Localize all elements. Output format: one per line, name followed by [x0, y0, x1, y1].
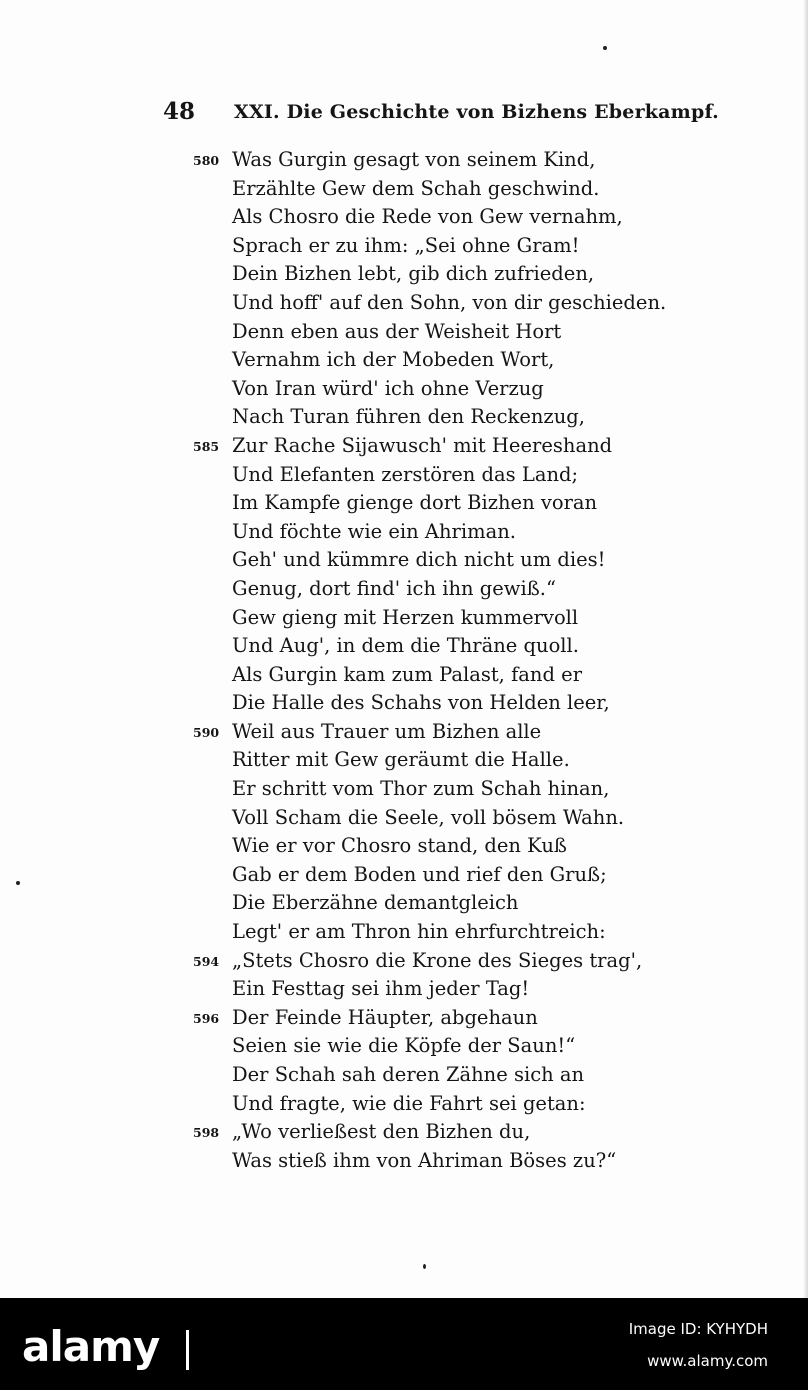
- verse-line: [0, 346, 808, 375]
- verse-text: Und Aug', in dem die Thräne quoll.: [232, 634, 579, 658]
- verse-line: [0, 575, 808, 604]
- line-number: 585: [193, 438, 220, 454]
- verse-line: [0, 1061, 808, 1090]
- verse-line: [0, 661, 808, 690]
- verse-line: [0, 632, 808, 661]
- verse-text: Legt' er am Thron hin ehrfurchtreich:: [232, 920, 606, 944]
- verse-line: [0, 1118, 808, 1147]
- verse-line: [0, 947, 808, 976]
- verse-line: [0, 1090, 808, 1119]
- verse-text: Er schritt vom Thor zum Schah hinan,: [232, 777, 610, 801]
- verse-text: Zur Rache Sijawusch' mit Heereshand: [232, 433, 613, 457]
- verse-line: [0, 403, 808, 432]
- verse-line: [0, 889, 808, 918]
- verse-line: [0, 375, 808, 404]
- verse-text: Geh' und kümmre dich nicht um dies!: [232, 548, 606, 572]
- verse-text: Gab er dem Boden und rief den Gruß;: [232, 862, 607, 886]
- verse-line: [0, 489, 808, 518]
- verse-line: [0, 832, 808, 861]
- verse-text: Vernahm ich der Mobeden Wort,: [232, 348, 555, 372]
- image-id: Image ID: KYHYDH: [628, 1320, 768, 1338]
- verse-text: Erzählte Gew dem Schah geschwind.: [232, 176, 600, 200]
- verse-text: Und fragte, wie die Fahrt sei getan:: [232, 1091, 586, 1115]
- verse-text: „Wo verließest den Bizhen du,: [232, 1120, 531, 1144]
- verse-line: [0, 203, 808, 232]
- watermark-footer: [0, 1298, 808, 1390]
- verse-text: Nach Turan führen den Reckenzug,: [232, 405, 585, 429]
- verse-text: Weil aus Trauer um Bizhen alle: [232, 719, 542, 743]
- verse-line: [0, 175, 808, 204]
- alamy-logo: alamy: [22, 1322, 160, 1371]
- verse-line: [0, 804, 808, 833]
- line-number: 598: [193, 1125, 220, 1141]
- verse-block: [0, 146, 808, 1175]
- verse-text: „Stets Chosro die Krone des Sieges trag',: [232, 948, 643, 972]
- verse-text: Wie er vor Chosro stand, den Kuß: [232, 834, 567, 858]
- verse-text: Der Feinde Häupter, abgehaun: [232, 1005, 538, 1029]
- verse-text: Was stieß ihm von Ahriman Böses zu?“: [232, 1148, 617, 1172]
- verse-line: [0, 861, 808, 890]
- verse-text: Gew gieng mit Herzen kummervoll: [232, 605, 579, 629]
- verse-text: Von Iran würd' ich ohne Verzug: [232, 376, 544, 400]
- verse-text: Und Elefanten zerstören das Land;: [232, 462, 579, 486]
- verse-text: Genug, dort find' ich ihn gewiß.“: [232, 576, 556, 600]
- verse-line: [0, 975, 808, 1004]
- verse-text: Als Chosro die Rede von Gew vernahm,: [232, 205, 623, 229]
- running-title: XXI. Die Geschichte von Bizhens Eberkampf.: [234, 101, 719, 123]
- verse-line: [0, 918, 808, 947]
- verse-text: Die Halle des Schahs von Helden leer,: [232, 691, 610, 715]
- speck-bottom: [423, 1264, 426, 1269]
- verse-text: Seien sie wie die Köpfe der Saun!“: [232, 1034, 576, 1058]
- verse-line: [0, 1147, 808, 1176]
- page-number: 48: [163, 98, 196, 125]
- verse-line: [0, 775, 808, 804]
- verse-text: Im Kampfe gienge dort Bizhen voran: [232, 491, 598, 515]
- verse-text: Die Eberzähne demantgleich: [232, 891, 519, 915]
- verse-line: [0, 260, 808, 289]
- verse-text: Sprach er zu ihm: „Sei ohne Gram!: [232, 233, 580, 257]
- line-number: 594: [193, 953, 220, 969]
- verse-line: [0, 289, 808, 318]
- verse-text: Und hoff' auf den Sohn, von dir geschieden.: [232, 290, 667, 314]
- site-url: www.alamy.com: [647, 1352, 768, 1370]
- verse-text: Voll Scham die Seele, voll bösem Wahn.: [232, 805, 625, 829]
- verse-line: [0, 461, 808, 490]
- verse-line: [0, 546, 808, 575]
- verse-text: Denn eben aus der Weisheit Hort: [232, 319, 562, 343]
- verse-text: Ein Festtag sei ihm jeder Tag!: [232, 977, 530, 1001]
- verse-line: [0, 518, 808, 547]
- page-header: [0, 98, 808, 132]
- speck-top: [603, 46, 607, 50]
- verse-text: Der Schah sah deren Zähne sich an: [232, 1063, 585, 1086]
- verse-line: [0, 432, 808, 461]
- verse-line: [0, 146, 808, 175]
- verse-line: [0, 604, 808, 633]
- verse-text: Ritter mit Gew geräumt die Halle.: [232, 748, 570, 772]
- verse-line: [0, 318, 808, 347]
- verse-line: [0, 1032, 808, 1061]
- verse-line: [0, 718, 808, 747]
- verse-line: [0, 689, 808, 718]
- verse-text: Was Gurgin gesagt von seinem Kind,: [232, 148, 596, 171]
- verse-line: [0, 1004, 808, 1033]
- line-number: 596: [193, 1010, 220, 1026]
- verse-line: [0, 746, 808, 775]
- verse-line: [0, 232, 808, 261]
- verse-text: Dein Bizhen lebt, gib dich zufrieden,: [232, 262, 595, 286]
- verse-text: Als Gurgin kam zum Palast, fand er: [232, 662, 583, 686]
- line-number: 590: [193, 724, 220, 740]
- logo-separator: [186, 1330, 189, 1370]
- verse-text: Und föchte wie ein Ahriman.: [232, 519, 516, 543]
- line-number: 580: [193, 153, 220, 168]
